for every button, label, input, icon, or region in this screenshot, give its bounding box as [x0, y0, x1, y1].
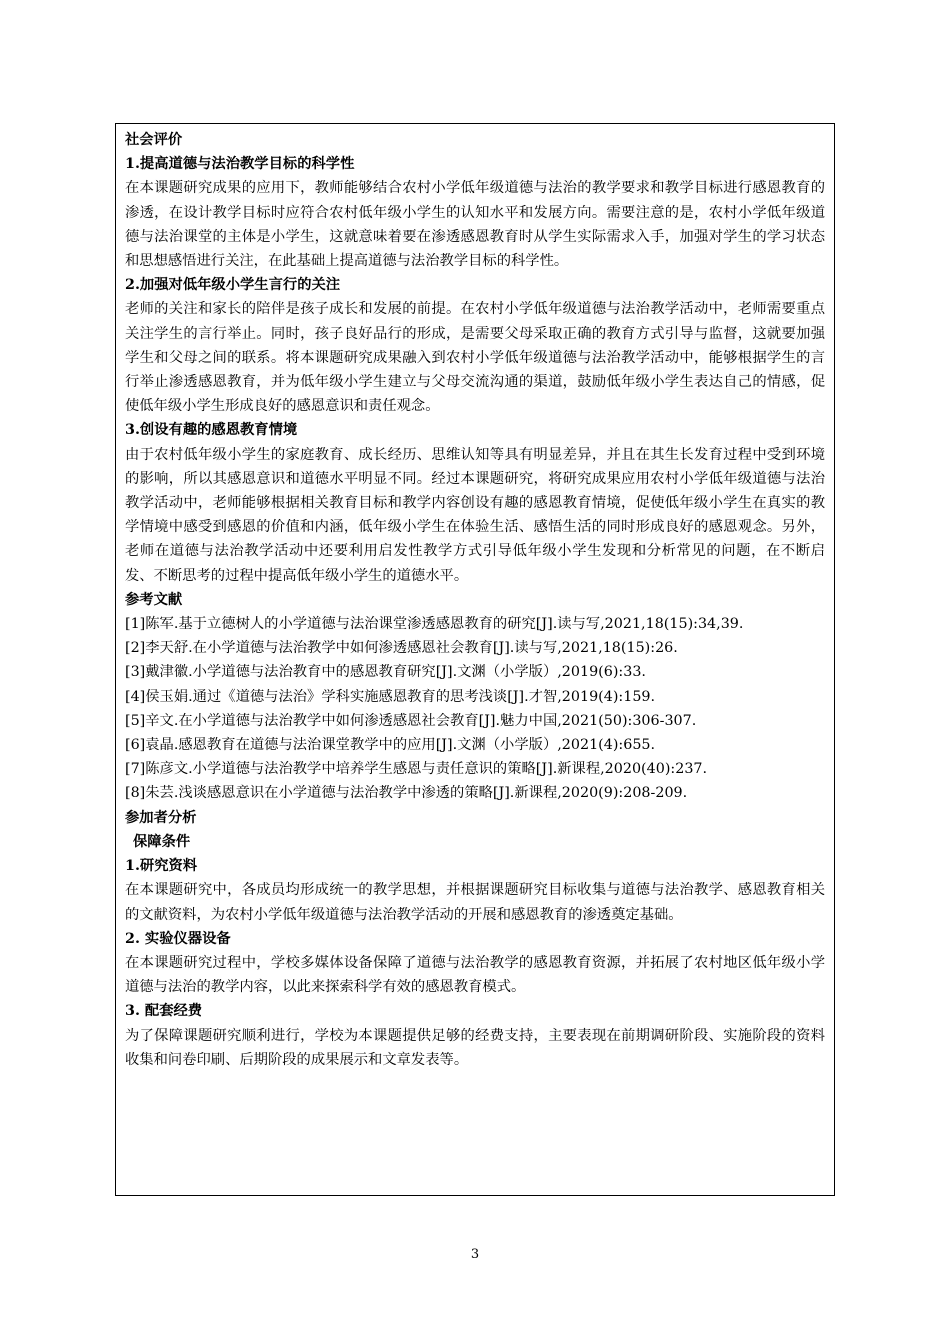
- guarantee-3-body: 为了保障课题研究顺利进行，学校为本课题提供足够的经费支持，主要表现在前期调研阶段、实施阶段的资料收集和问卷印刷、后期阶段的成果展示和文章发表等。: [125, 1027, 825, 1068]
- guarantee-2-body: 在本课题研究过程中，学校多媒体设备保障了道德与法治教学的感恩教育资源，并拓展了农村地区低年级小学道德与法治的教学内容，以此来探索科学有效的感恩教育模式。: [125, 954, 825, 996]
- section-1-body: 在本课题研究成果的应用下，教师能够结合农村小学低年级道德与法治的教学要求和教学目标进行感恩教育的渗透，在设计教学目标时应符合农村低年级小学生的认知水平和发展方向。需要注意的是，农村小学低年级道德与法治课堂的主体是小学生，这就意味着要在渗透感恩教育时从学生实际需求入手，加强对学生的学习状态和思想感悟进行关注，在此基础上提高道德与法治教学目标的科学性。: [125, 180, 825, 270]
- reference-item: [1]陈军.基于立德树人的小学道德与法治课堂渗透感恩教育的研究[J].读与写,2021,18(15):34,39.: [125, 616, 744, 633]
- reference-item: [6]袁晶.感恩教育在道德与法治课堂教学中的应用[J].文渊（小学版）,2021(4):655.: [125, 737, 656, 754]
- section-2-body: 老师的关注和家长的陪伴是孩子成长和发展的前提。在农村小学低年级道德与法治教学活动中，老师需要重点关注学生的言行举止。同时，孩子良好品行的形成，是需要父母采取正确的教育方式引导与监督，这就要加强学生和父母之间的联系。将本课题研究成果融入到农村小学低年级道德与法治教学活动中，能够根据学生的言行举止渗透感恩教育，并为低年级小学生建立与父母交流沟通的渠道，鼓励低年级小学生表达自己的情感，促使低年级小学生形成良好的感恩意识和责任观念。: [125, 301, 825, 415]
- guarantee-heading: 保障条件: [133, 833, 191, 850]
- page-number: 3: [470, 1247, 480, 1262]
- reference-item: [8]朱芸.浅谈感恩意识在小学道德与法治教学中渗透的策略[J].新课程,2020(9):208-209.: [125, 785, 688, 802]
- guarantee-1-body: 在本课题研究中，各成员均形成统一的教学思想，并根据课题研究目标收集与道德与法治教学、感恩教育相关的文献资料，为农村小学低年级道德与法治教学活动的开展和感恩教育的渗透奠定基础。: [125, 882, 825, 923]
- social-evaluation-heading: 社会评价: [125, 132, 183, 148]
- reference-item: [4]侯玉娟.通过《道德与法治》学科实施感恩教育的思考浅谈[J].才智,2019(4):159.: [125, 688, 656, 705]
- guarantee-3-title: 3. 配套经费: [125, 1003, 203, 1020]
- references-heading: 参考文献: [125, 591, 183, 608]
- participants-heading: 参加者分析: [125, 809, 197, 826]
- section-2-title: 2.加强对低年级小学生言行的关注: [125, 277, 341, 294]
- guarantee-1-title: 1.研究资料: [125, 858, 198, 875]
- section-3-title: 3.创设有趣的感恩教育情境: [125, 422, 298, 439]
- reference-item: [3]戴津徽.小学道德与法治教育中的感恩教育研究[J].文渊（小学版）,2019(6):33.: [125, 664, 646, 681]
- reference-item: [7]陈彦文.小学道德与法治教学中培养学生感恩与责任意识的策略[J].新课程,2020(40):237.: [125, 761, 708, 778]
- cell-content: [125, 128, 825, 1072]
- section-3-body: 由于农村低年级小学生的家庭教育、成长经历、思维认知等具有明显差异，并且在其生长发育过程中受到环境的影响，所以其感恩意识和道德水平明显不同。经过本课题研究，将研究成果应用农村小学低年级道德与法治教学活动中，老师能够根据相关教育目标和教学内容创设有趣的感恩教育情境，促使低年级小学生在真实的教学情境中感受到感恩的价值和内涵，低年级小学生在体验生活、感悟生活的同时形成良好的感恩观念。另外，老师在道德与法治教学活动中还要利用启发性教学方式引导低年级小学生发现和分析常见的问题，在不断启发、不断思考的过程中提高低年级小学生的道德水平。: [125, 446, 825, 584]
- content-table-cell: [115, 123, 835, 1196]
- section-1-title: 1.提高道德与法治教学目标的科学性: [125, 156, 355, 173]
- guarantee-2-title: 2. 实验仪器设备: [125, 930, 231, 947]
- reference-item: [2]李天舒.在小学道德与法治教学中如何渗透感恩社会教育[J].读与写,2021,18(15):26.: [125, 640, 678, 657]
- reference-item: [5]辛文.在小学道德与法治教学中如何渗透感恩社会教育[J].魅力中国,2021(50):306-307.: [125, 712, 697, 729]
